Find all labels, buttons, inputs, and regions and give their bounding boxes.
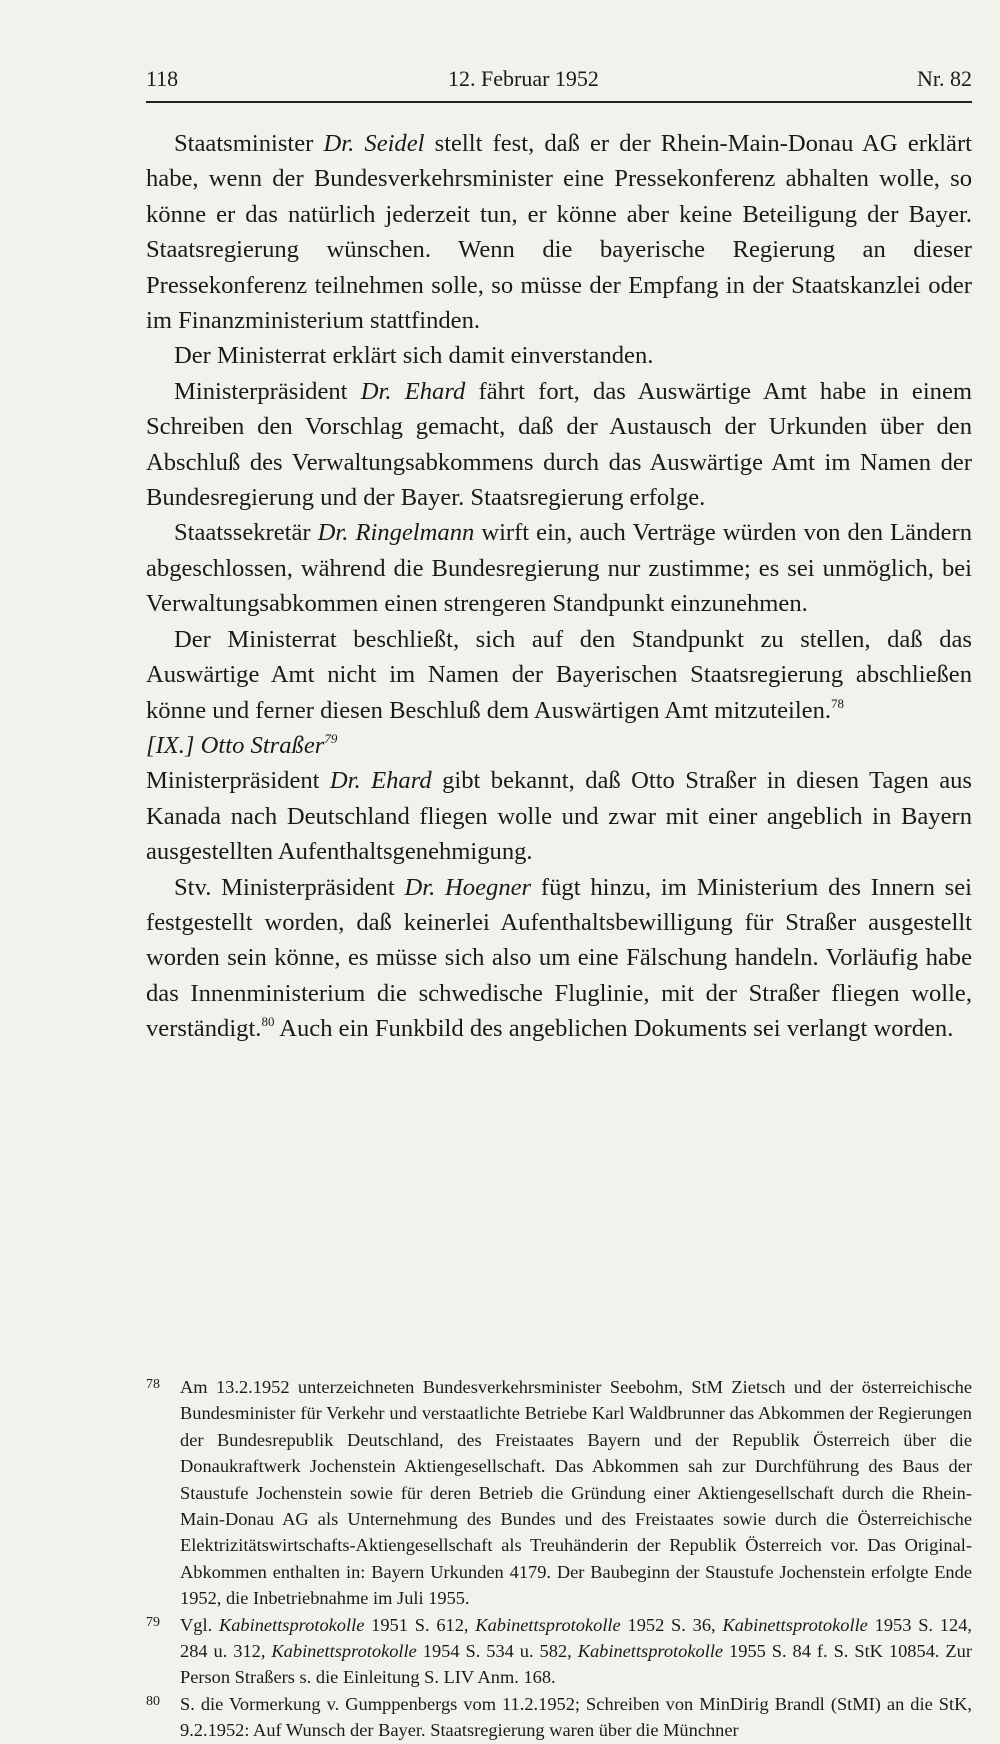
footnote-79: 79 Vgl. Kabinettsprotokolle 1951 S. 612, Kabinettsprotokolle 1952 S. 36, Kabinettsprotokolle 1953 S. 124, 284 u. 312, Kabinettsprotokolle 1954 S. 534 u. 582, Kabinettsprotokolle 1955 S. 84 f. S. StK 10854. Zur Person Straßers s. die Einleitung S. LIV Anm. 168.	[146, 1612, 972, 1691]
footnote-ref: 78	[831, 695, 845, 711]
footnote-ref: 80	[261, 1014, 275, 1030]
paragraph: Der Ministerrat erklärt sich damit einverstanden.	[174, 342, 654, 370]
section-heading: [IX.] Otto Straßer$^{79}$	[146, 730, 338, 759]
running-header	[146, 66, 972, 100]
header-rule	[146, 101, 972, 103]
paragraph: Ministerpräsident Dr. Ehard fährt fort, das Auswärtige Amt habe in einem Schreiben den Vorschlag gemacht, daß der Austausch der Urkunden über den Abschluß des Verwaltungsabkommens durch das Auswärtige Amt im Namen der Bundesregierung und der Bayer. Staatsregierung erfolge.	[146, 377, 972, 512]
document-number: Nr. 82	[917, 66, 972, 91]
paragraph: Ministerpräsident Dr. Ehard gibt bekannt, daß Otto Straßer in diesen Tagen aus Kanada nach Deutschland fliegen wolle und zwar mit einer angeblich in Bayern ausgestellten Aufenthaltsgenehmigung.	[146, 767, 972, 866]
footnote-ref: 79	[324, 730, 338, 746]
footnote-number: 80	[146, 1693, 160, 1709]
paragraph: Der Ministerrat beschließt, sich auf den Standpunkt zu stellen, daß das Auswärtige Amt nicht im Namen der Bayerischen Staatsregierung abschließen könne und ferner diesen Beschluß dem Auswärtigen Amt mitzuteilen.$^{78}$	[146, 625, 972, 724]
footnotes	[146, 1374, 972, 1744]
paragraph: Stv. Ministerpräsident Dr. Hoegner fügt hinzu, im Ministerium des Innern sei festgestellt worden, daß keinerlei Aufenthaltsbewilligung für Straßer ausgestellt worden sein könne, es müsse sich also um eine Fälschung handeln. Vorläufig habe das Innenministerium die schwedische Fluglinie, mit der Straßer fliegen wolle, verständigt.$^{80}$ Auch ein Funkbild des angeblichen Dokuments sei verlangt worden.	[146, 873, 972, 1043]
footnote-78: 78 Am 13.2.1952 unterzeichneten Bundesverkehrsminister Seebohm, StM Zietsch und der österreichische Bundesminister für Verkehr und verstaatlichte Betriebe Karl Waldbrunner das Abkommen der Regierungen der Bundesrepublik Deutschland, des Freistaates Bayern und der Republik Österreich über die Donaukraftwerk Jochenstein Aktiengesellschaft. Das Abkommen sah zur Durchführung des Baus der Staustufe Jochenstein sowie für deren Betrieb die Gründung einer Aktiengesellschaft durch die Rhein-Main-Donau AG als Unternehmung des Bundes und des Freistaates sowie durch die Österreichische Elektrizitätswirtschafts-Aktiengesellschaft als Treuhänderin der Republik Österreich vor. Das Original-Abkommen enthalten in: Bayern Urkunden 4179. Der Baubeginn der Staustufe Jochenstein erfolgte Ende 1952, die Inbetriebnahme im Juli 1955.	[146, 1374, 972, 1612]
paragraph: Staatssekretär Dr. Ringelmann wirft ein, auch Verträge würden von den Ländern abgeschlossen, während die Bundesregierung nur zustimme; es sei unmöglich, bei Verwaltungsabkommen einen strengeren Standpunkt einzunehmen.	[146, 519, 972, 618]
footnote-number: 79	[146, 1614, 160, 1630]
page-number: 118	[146, 66, 179, 91]
header-date: 12. Februar 1952	[448, 66, 599, 91]
paragraph: Staatsminister Dr. Seidel stellt fest, daß er der Rhein-Main-Donau AG erklärt habe, wenn der Bundesverkehrsminister eine Pressekonferenz abhalten wolle, so könne er das natürlich jederzeit tun, er könne aber keine Beteiligung der Bayer. Staatsregierung wünschen. Wenn die bayerische Regierung an dieser Pressekonferenz teilnehmen solle, so müsse der Empfang in der Staatskanzlei oder im Finanzministerium stattfinden.	[146, 130, 972, 335]
body-text	[146, 126, 972, 1047]
footnote-number: 78	[146, 1377, 160, 1392]
footnote-80: 80 S. die Vormerkung v. Gumppenbergs vom 11.2.1952; Schreiben von MinDirig Brandl (StMI) an die StK, 9.2.1952: Auf Wunsch der Bayer. Staatsregierung waren über die Münchner	[146, 1691, 972, 1744]
